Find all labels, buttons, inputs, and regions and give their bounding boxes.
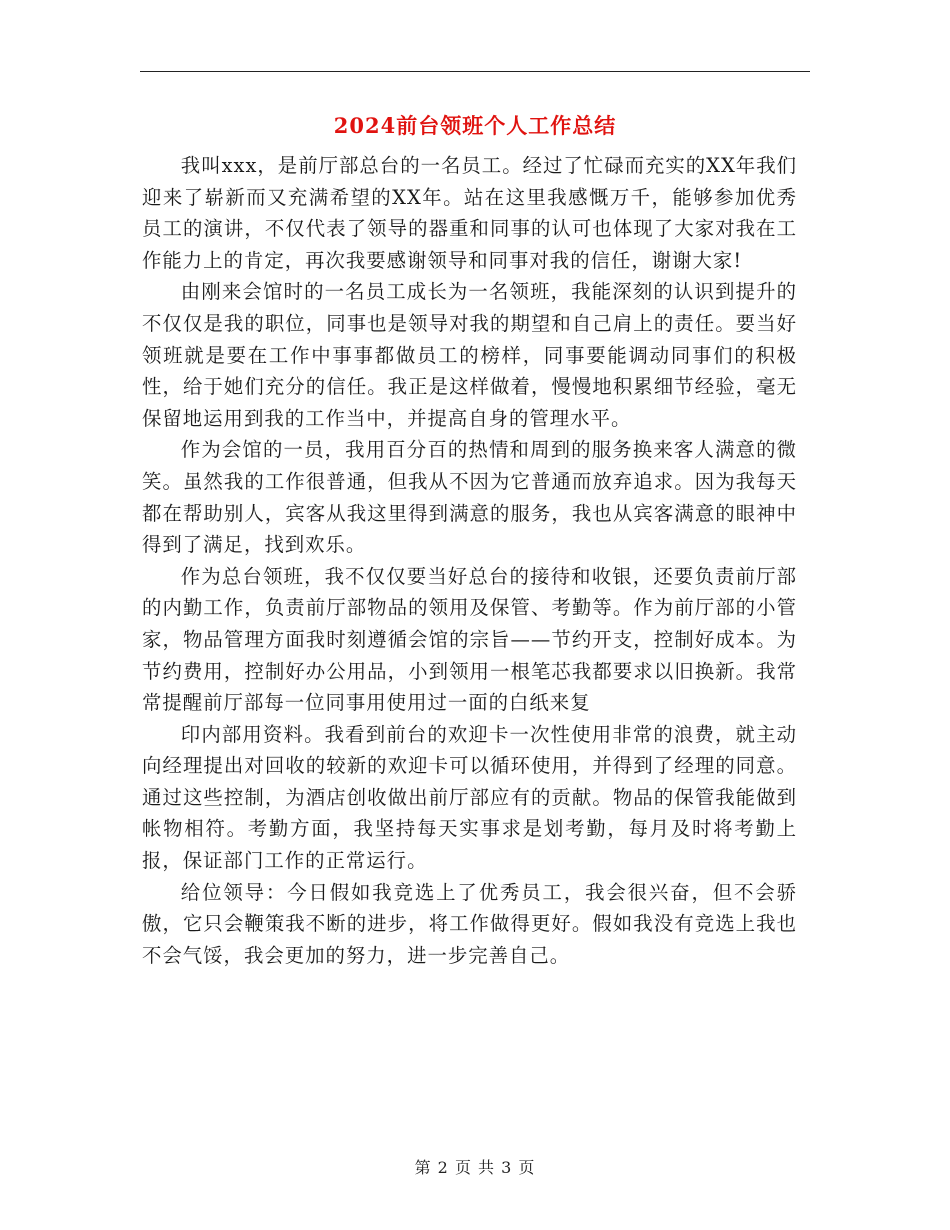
document-title: 2024前台领班个人工作总结 (333, 113, 617, 138)
paragraph-2: 由刚来会馆时的一名员工成长为一名领班，我能深刻的认识到提升的不仅仅是我的职位，同事也是领导对我的期望和自己肩上的责任。要当好领班就是要在工作中事事都做员工的榜样，同事要能调动同事们的积极性，给于她们充分的信任。我正是这样做着，慢慢地积累细节经验，毫无保留地运用到我的工作当中，并提高自身的管理水平。 (142, 280, 797, 430)
document-body (142, 150, 797, 971)
paragraph-6: 给位领导：今日假如我竞选上了优秀员工，我会很兴奋，但不会骄傲，它只会鞭策我不断的进步，将工作做得更好。假如我没有竞选上我也不会气馁，我会更加的努力，进一步完善自己。 (142, 880, 797, 967)
header-rule (140, 71, 810, 72)
page-footer: 第 2 页 共 3 页 (414, 1158, 536, 1177)
paragraph-3: 作为会馆的一员，我用百分百的热情和周到的服务换来客人满意的微笑。虽然我的工作很普通，但我从不因为它普通而放弃追求。因为我每天都在帮助别人，宾客从我这里得到满意的服务，我也从宾客满意的眼神中得到了满足，找到欢乐。 (142, 438, 797, 557)
paragraph-4: 作为总台领班，我不仅仅要当好总台的接待和收银，还要负责前厅部的内勤工作，负责前厅部物品的领用及保管、考勤等。作为前厅部的小管家，物品管理方面我时刻遵循会馆的宗旨——节约开支，控制好成本。为节约费用，控制好办公用品，小到领用一根笔芯我都要求以旧换新。我常常提醒前厅部每一位同事用使用过一面的白纸来复 (142, 564, 797, 715)
paragraph-5: 印内部用资料。我看到前台的欢迎卡一次性使用非常的浪费，就主动向经理提出对回收的较新的欢迎卡可以循环使用，并得到了经理的同意。通过这些控制，为酒店创收做出前厅部应有的贡献。物品的保管我能做到帐物相符。考勤方面，我坚持每天实事求是划考勤，每月及时将考勤上报，保证部门工作的正常运行。 (142, 722, 797, 873)
paragraph-1: 我叫xxx，是前厅部总台的一名员工。经过了忙碌而充实的XX年我们迎来了崭新而又充满希望的XX年。站在这里我感慨万千，能够参加优秀员工的演讲，不仅代表了领导的器重和同事的认可也体现了大家对我在工作能力上的肯定，再次我要感谢领导和同事对我的信任，谢谢大家! (142, 154, 797, 272)
